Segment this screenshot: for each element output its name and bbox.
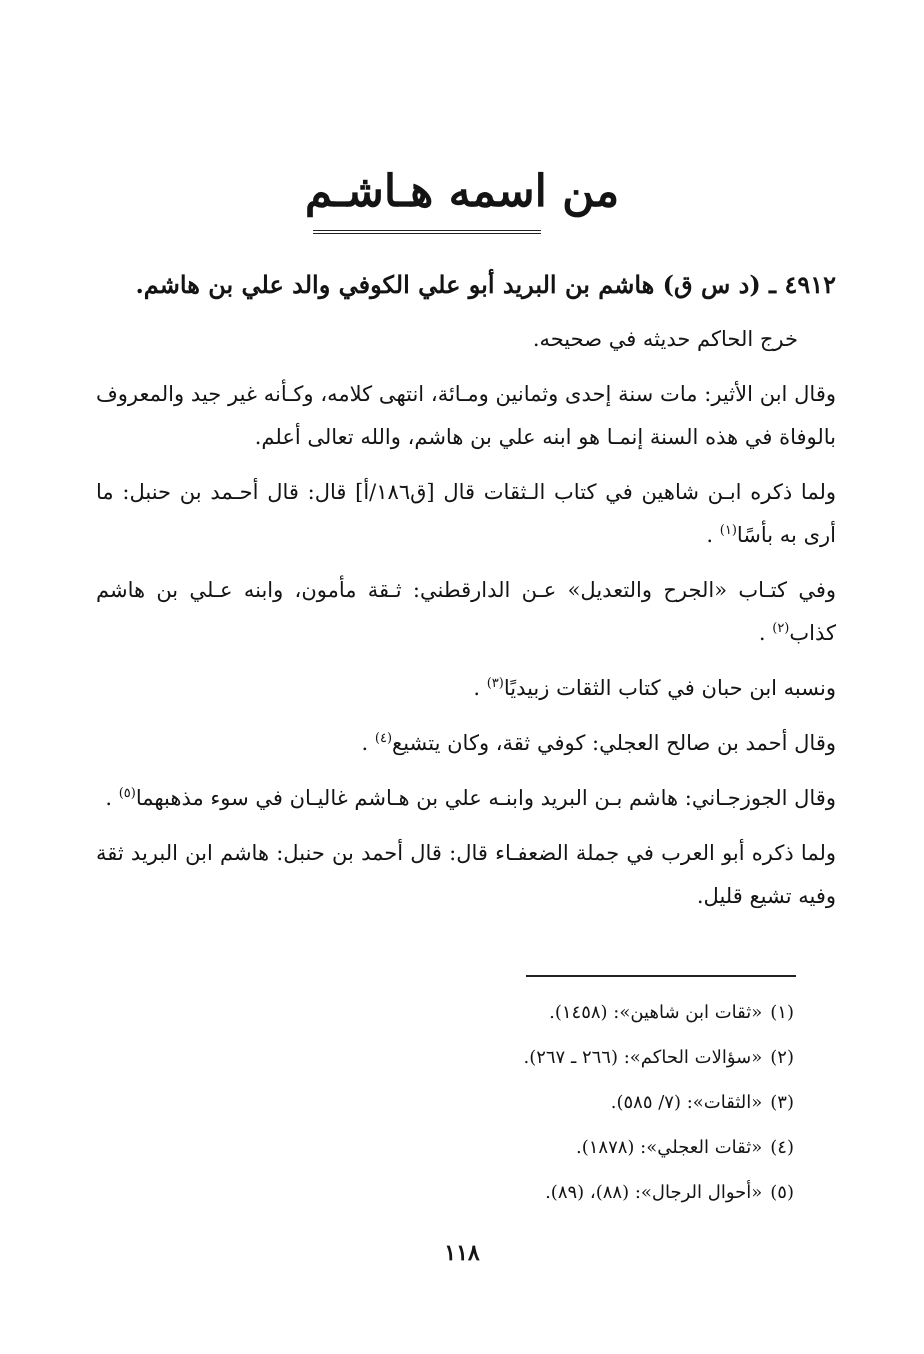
footnote-number: (٢): [770, 1047, 794, 1068]
paragraph-ijli: وقال أحمد بن صالح العجلي: كوفي ثقة، وكان يتشيع$^{(٤)}$ .: [361, 731, 836, 755]
footnote-text: «سؤالات الحاكم»: (٢٦٦ ـ ٢٦٧).: [523, 1047, 763, 1068]
footnote-ref-4: (٤): [374, 731, 393, 746]
paragraph-ibn-shahin: ولما ذكره ابـن شاهين في كتاب الـثقات قال [ق١٨٦/أ] قال: قال أحـمد بن حنبل: ما أرى به بأسًا$^{(١)}$ .: [96, 480, 836, 547]
section-heading: من اسمه هـاشـم: [304, 166, 620, 217]
footnote-number: (٤): [770, 1137, 794, 1158]
footnote-item: [94, 1080, 794, 1125]
footnote-ref-3: (٣): [486, 676, 504, 691]
footnote-item: [94, 990, 794, 1035]
paragraph-ibn-hibban: ونسبه ابن حبان في كتاب الثقات زبيديًا$^{(٣)}$ .: [473, 676, 836, 700]
footnote-text: «أحوال الرجال»: (٨٨)، (٨٩).: [545, 1182, 763, 1203]
footnotes-list: [94, 990, 794, 1215]
footnote-number: (٣): [770, 1092, 794, 1113]
footnote-item: [94, 1125, 794, 1170]
entry-title: ٤٩١٢ ـ (د س ق) هاشم بن البريد أبو علي الكوفي والد علي بن هاشم.: [135, 270, 836, 299]
paragraph-ibn-athir: وقال ابن الأثير: مات سنة إحدى وثمانين ومـائة، انتهى كلامه، وكـأنه غير جيد والمعروف بالوفاة في هذه السنة إنمـا هو ابنه علي بن هاشم، والله تعالى أعلم.: [96, 382, 836, 449]
paragraph-jarh-tadil: وفي كتـاب «الجرح والتعديل» عـن الدارقطني: ثـقة مأمون، وابنه عـلي بن هاشم كذاب$^{(٢)}$ .: [96, 578, 836, 645]
footnote-ref-5: (٥): [118, 786, 136, 801]
footnote-item: [94, 1170, 794, 1215]
footnote-number: (١): [770, 1002, 794, 1023]
page-number: ١١٨: [444, 1240, 480, 1266]
footnote-ref-2: (٢): [772, 621, 790, 636]
paragraph-juzajani: وقال الجوزجـاني: هاشم بـن البريد وابنـه علي بن هـاشم غاليـان في سوء مذهبهما$^{(٥)}$ .: [105, 786, 836, 810]
footnote-item: [94, 1035, 794, 1080]
footnote-separator: [526, 975, 796, 977]
footnote-number: (٥): [770, 1182, 794, 1203]
entry-body: [96, 318, 836, 930]
paragraph-abu-arab: ولما ذكره أبو العرب في جملة الضعفـاء قال: قال أحمد بن حنبل: هاشم ابن البريد ثقة وفيه تشيع قليل.: [96, 841, 836, 908]
heading-underline: [313, 230, 541, 234]
footnote-text: «ثقات العجلي»: (١٨٧٨).: [575, 1137, 763, 1158]
footnote-text: «ثقات ابن شاهين»: (١٤٥٨).: [549, 1002, 763, 1023]
paragraph-hakim: خرج الحاكم حديثه في صحيحه.: [532, 327, 798, 351]
footnote-text: «الثقات»: (٧/ ٥٨٥).: [610, 1092, 763, 1113]
footnote-ref-1: (١): [719, 523, 737, 538]
